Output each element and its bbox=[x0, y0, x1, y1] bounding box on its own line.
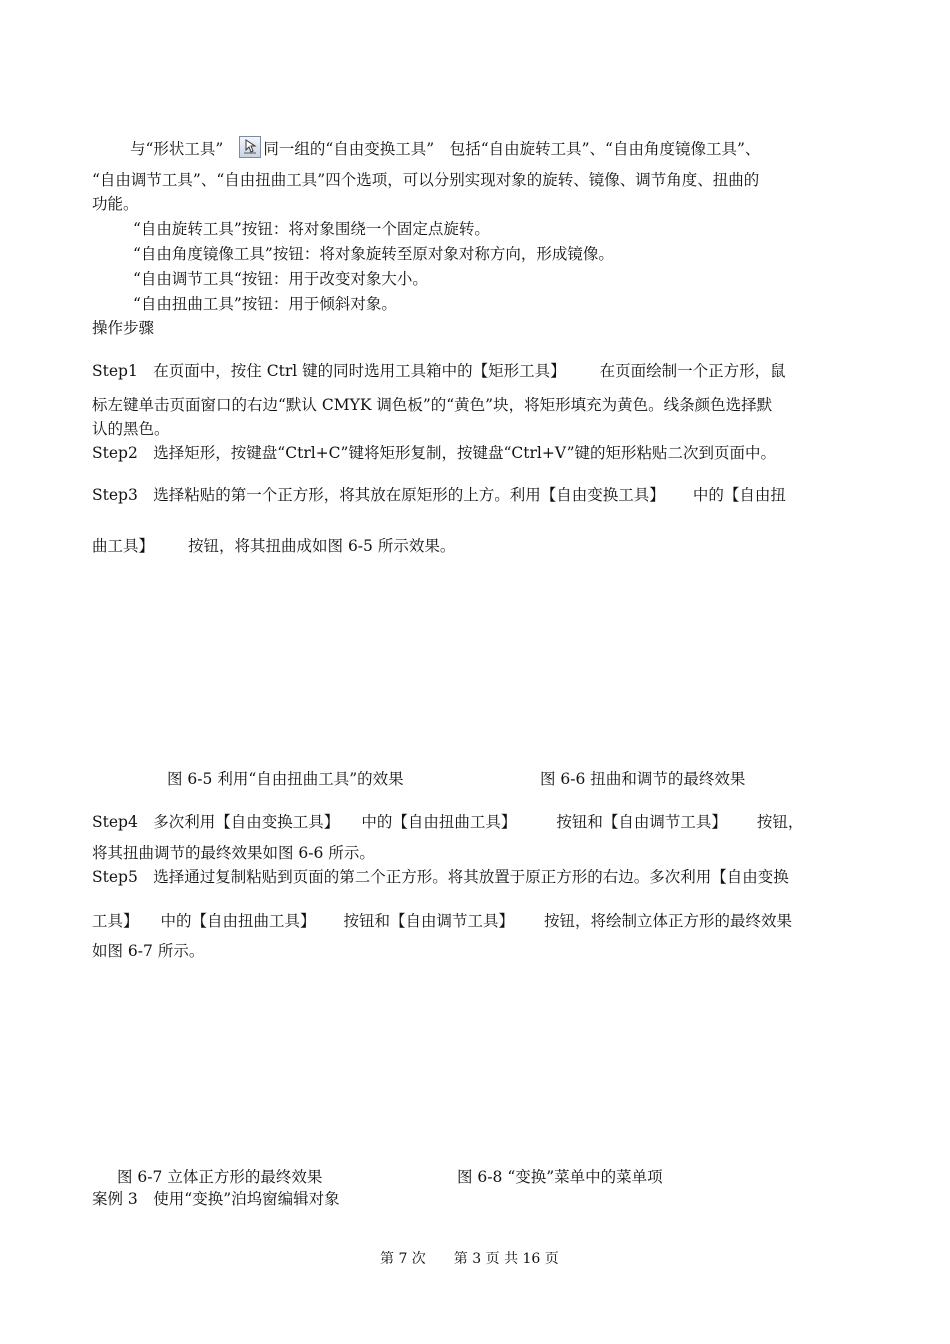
intro-text-a: 与“形状工具” bbox=[130, 140, 224, 158]
step3-text-2b: 按钮，将其扭曲成如图 6-5 所示效果。 bbox=[188, 537, 456, 555]
step5-line-2 bbox=[92, 911, 792, 931]
step3-text-b: 中的【自由扭 bbox=[692, 486, 786, 504]
step4-line-2: 将其扭曲调节的最终效果如图 6-6 所示。 bbox=[92, 844, 375, 862]
step3-line-1 bbox=[92, 485, 786, 505]
step1-text-a: Step1 在页面中，按住 Ctrl 键的同时选用工具箱中的【矩形工具】 bbox=[92, 362, 566, 380]
caption-fig-6-7: 图 6-7 立体正方形的最终效果 bbox=[117, 1168, 323, 1186]
step5-text-2a: 工具】 bbox=[92, 912, 139, 930]
step1-text-b: 在页面绘制一个正方形，鼠 bbox=[599, 362, 786, 380]
step5-line-1: Step5 选择通过复制粘贴到页面的第二个正方形。将其放置于原正方形的右边。多次利用【自由变换 bbox=[92, 868, 789, 886]
step1-line-1 bbox=[92, 361, 786, 381]
step4-text-d: 按钮， bbox=[756, 813, 804, 831]
steps-heading: 操作步骤 bbox=[92, 319, 155, 337]
step4-text-c: 按钮和【自由调节工具】 bbox=[556, 813, 727, 831]
step4-text-b: 中的【自由扭曲工具】 bbox=[361, 813, 517, 831]
step5-text-2d: 按钮，将绘制立体正方形的最终效果 bbox=[544, 912, 793, 930]
page-footer: 第 7 次 第 3 页 共 16 页 bbox=[380, 1251, 559, 1267]
intro-line-1 bbox=[130, 136, 760, 159]
adjust-desc: “自由调节工具“按钮：用于改变对象大小。 bbox=[133, 270, 428, 288]
caption-fig-6-5: 图 6-5 利用“自由扭曲工具”的效果 bbox=[167, 770, 404, 788]
case3-heading: 案例 3 使用“变换”泊坞窗编辑对象 bbox=[92, 1190, 340, 1208]
step5-line-3: 如图 6-7 所示。 bbox=[92, 942, 205, 960]
intro-line-2: “自由调节工具”、“自由扭曲工具”四个选项，可以分别实现对象的旋转、镜像、调节角度、扭曲的 bbox=[92, 171, 760, 189]
step1-line-2: 标左键单击页面窗口的右边“默认 CMYK 调色板”的“黄色”块，将矩形填充为黄色。线条颜色选择默 bbox=[92, 396, 773, 414]
mirror-desc: “自由角度镜像工具”按钮：将对象旋转至原对象对称方向，形成镜像。 bbox=[133, 245, 614, 263]
caption-fig-6-6: 图 6-6 扭曲和调节的最终效果 bbox=[540, 770, 746, 788]
step5-text-2c: 按钮和【自由调节工具】 bbox=[343, 912, 515, 930]
step3-line-2 bbox=[92, 536, 455, 556]
intro-text-b: 同一组的“自由变换工具” 包括“自由旋转工具”、“自由角度镜像工具”、 bbox=[263, 140, 761, 158]
step4-text-a: Step4 多次利用【自由变换工具】 bbox=[92, 813, 340, 831]
shape-tool-icon bbox=[239, 136, 261, 158]
skew-desc: “自由扭曲工具”按钮：用于倾斜对象。 bbox=[133, 295, 397, 313]
step3-text-2a: 曲工具】 bbox=[92, 537, 155, 555]
caption-fig-6-8: 图 6-8 “变换”菜单中的菜单项 bbox=[457, 1168, 663, 1186]
step1-line-3: 认的黑色。 bbox=[92, 420, 170, 438]
rotate-desc: “自由旋转工具”按钮：将对象围绕一个固定点旋转。 bbox=[133, 220, 490, 238]
step5-text-2b: 中的【自由扭曲工具】 bbox=[160, 912, 316, 930]
step4-line-1 bbox=[92, 812, 803, 832]
step3-text-a: Step3 选择粘贴的第一个正方形，将其放在原矩形的上方。利用【自由变换工具】 bbox=[92, 486, 665, 504]
step2-line: Step2 选择矩形，按键盘“Ctrl+C”键将矩形复制，按键盘“Ctrl+V”键的矩形粘贴二次到页面中。 bbox=[92, 444, 777, 462]
intro-line-3: 功能。 bbox=[92, 195, 139, 213]
